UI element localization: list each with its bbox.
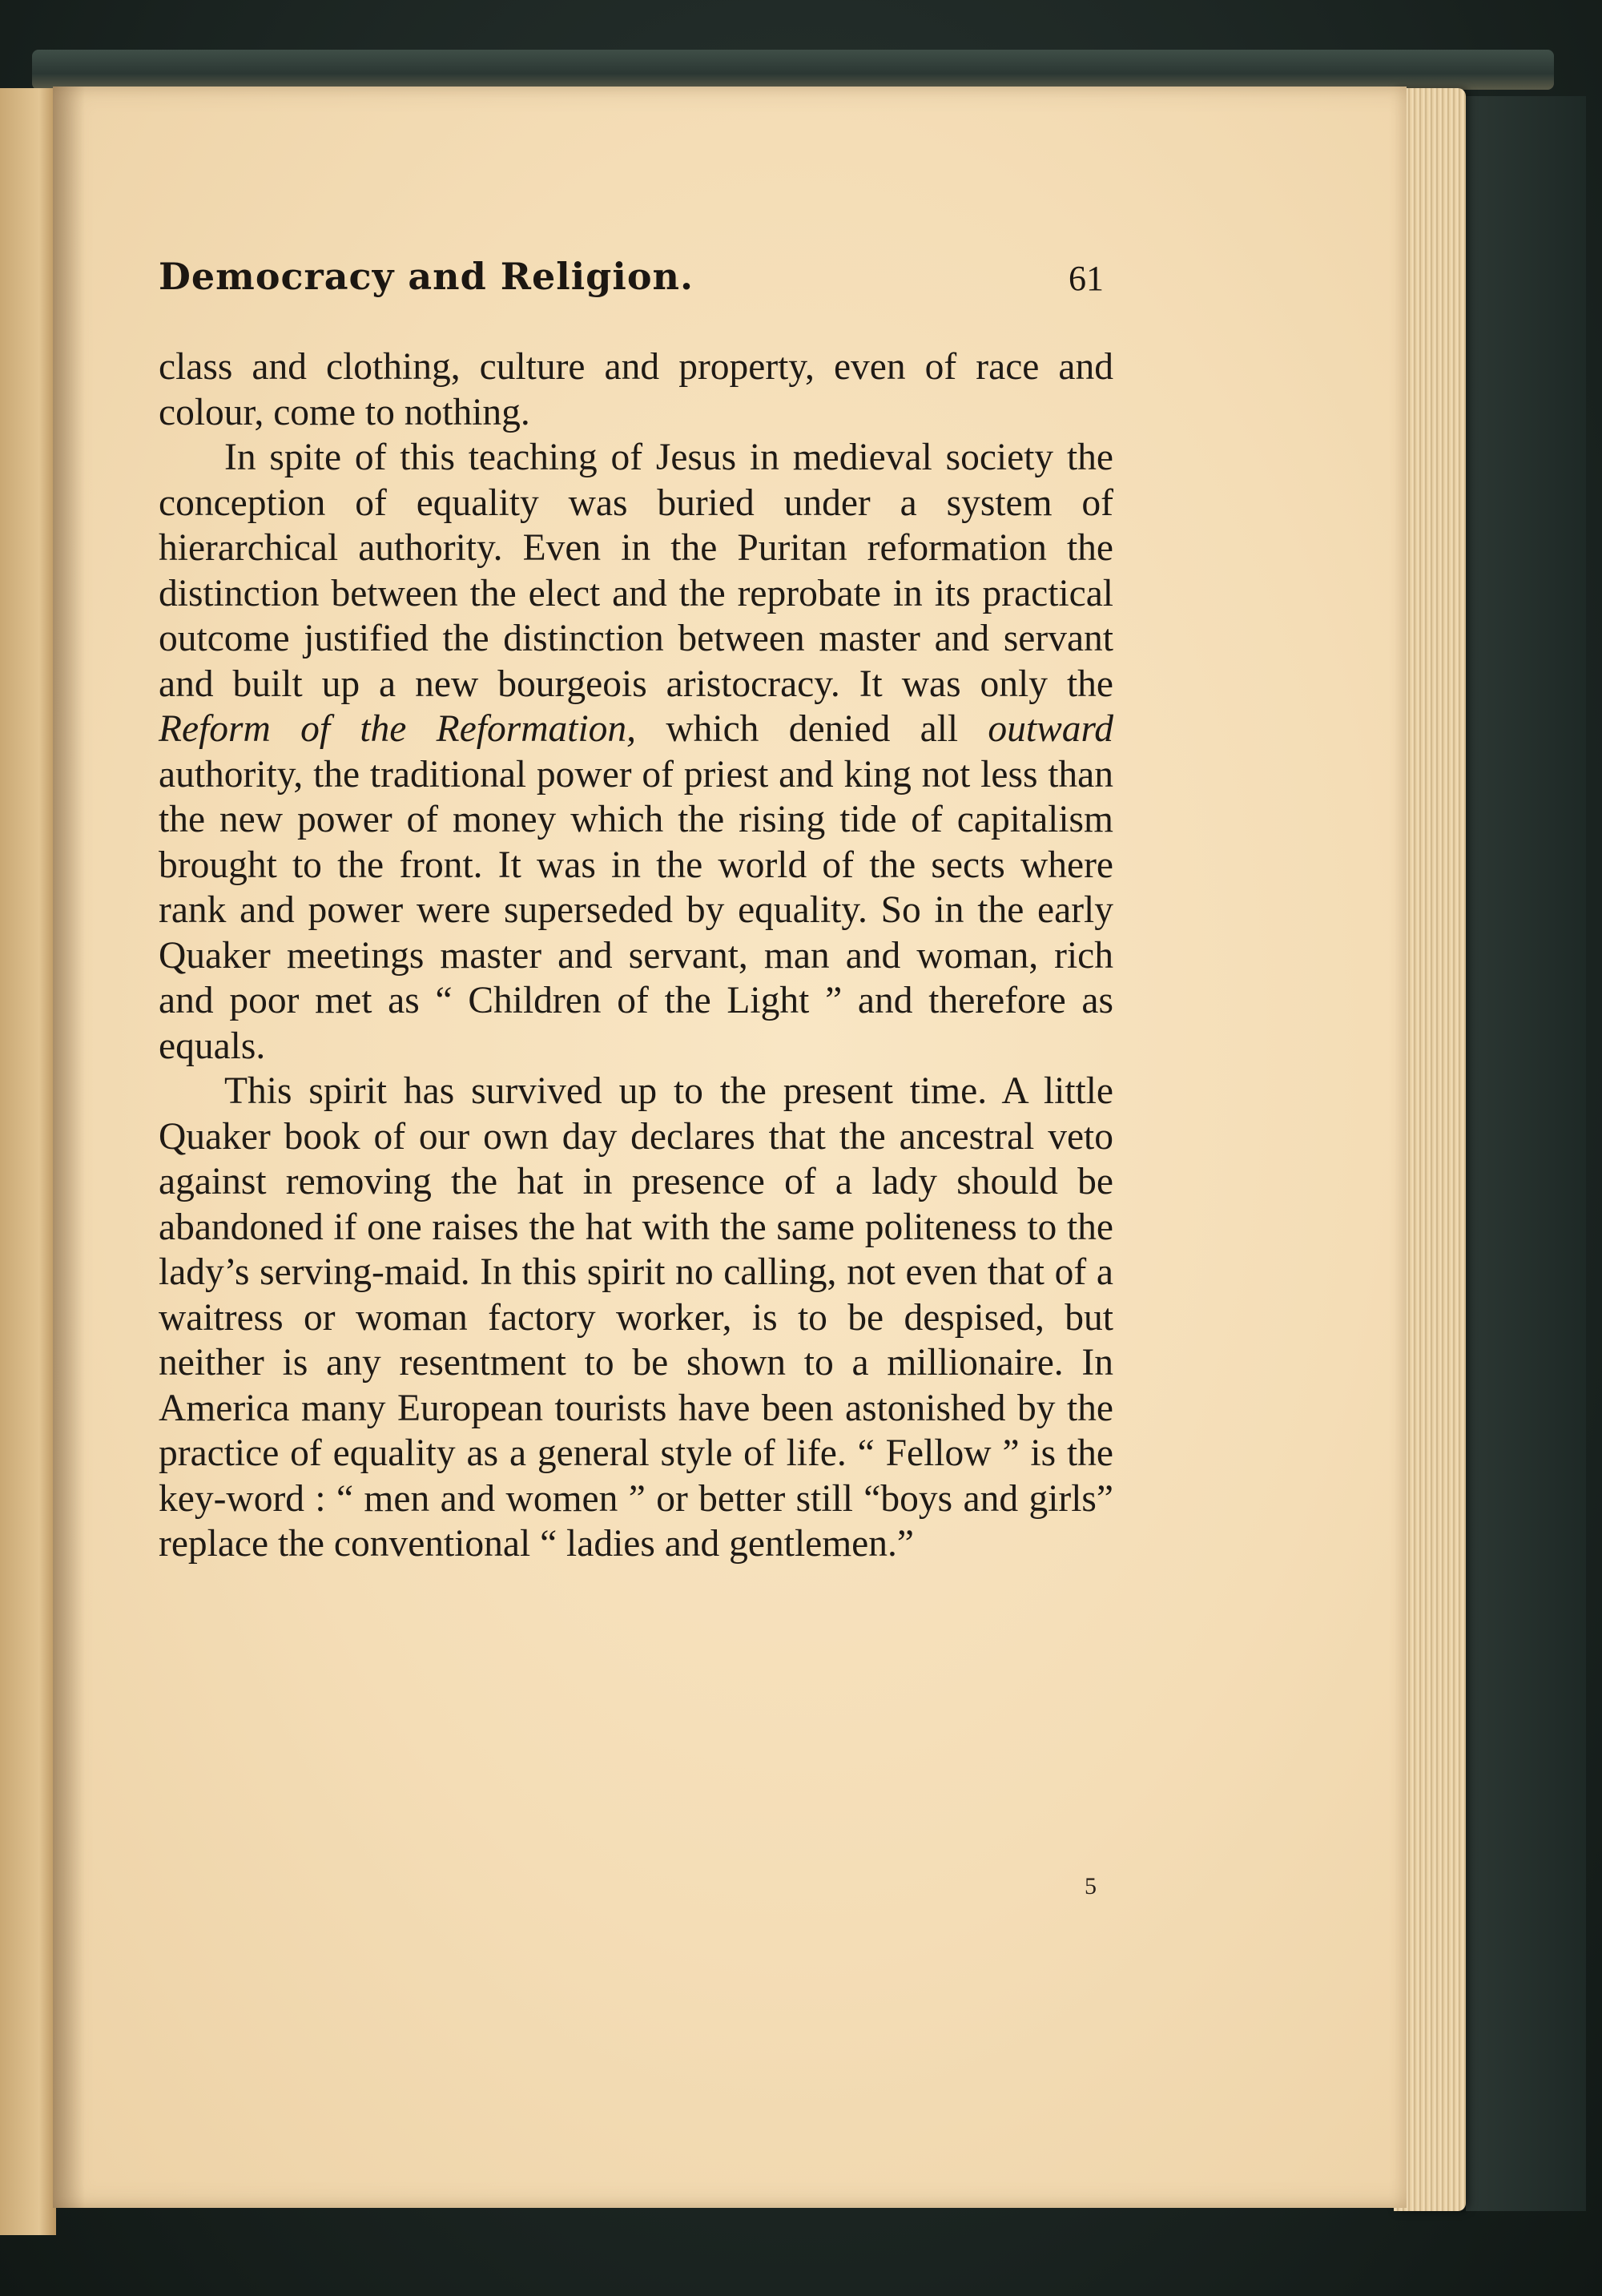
page-number: 61 bbox=[1069, 259, 1104, 298]
gutter-shadow bbox=[53, 87, 85, 2208]
signature-mark: 5 bbox=[1085, 1873, 1097, 1899]
running-head bbox=[159, 255, 1104, 311]
paragraph-run: class and clothing, culture and property, even of race and colour, come to nothing. bbox=[159, 346, 1113, 433]
running-head-title: Democracy and Religion. bbox=[159, 255, 694, 298]
paragraph-run: authority, the traditional power of priest and king not less than the new power of money which the rising tide of capitalism brought to the front. It was in the world of the sects where rank and power were superseded by equality. So in the early Quaker meetings master and servant, man and woman, rich and poor met as “ Children of the Light ” and therefore as equals. bbox=[159, 753, 1113, 1067]
body-text bbox=[159, 344, 1113, 1567]
paragraph-run: which denied all bbox=[636, 708, 988, 750]
paragraph-run-italic: outward bbox=[988, 708, 1113, 750]
paragraph-run: This spirit has survived up to the present time. A little Quaker book of our own day declares that the ancestral veto against removing the hat in presence of a lady should be abandoned if one raises the hat with the same politeness to the lady’s serving-maid. In this spirit no calling, not even that of a waitress or woman factory worker, is to be despised, but neither is any resentment to be shown to a millionaire. In America many European tourists have been astonished by the practice of equality as a general style of life. “ Fellow ” is the key-word : “ men and women ” or better still “boys and girls” replace the conventional “ ladies and gentlemen.” bbox=[159, 1070, 1113, 1565]
paragraph bbox=[159, 435, 1113, 1069]
paragraph-run: In spite of this teaching of Jesus in medieval society the conception of equality was buried under a system of hierarchical authority. Even in the Puritan reformation the distinction between the elect and the reprobate in its practical outcome justified the distinction between master and servant and built up a new bourgeois aristocracy. It was only the bbox=[159, 437, 1113, 705]
paragraph bbox=[159, 1069, 1113, 1567]
book-cover-right bbox=[1466, 96, 1586, 2211]
left-page-edge bbox=[0, 88, 56, 2235]
paragraph-run-italic: Reform of the Reformation, bbox=[159, 708, 637, 750]
paragraph bbox=[159, 344, 1113, 435]
book-binding-top bbox=[32, 50, 1554, 90]
